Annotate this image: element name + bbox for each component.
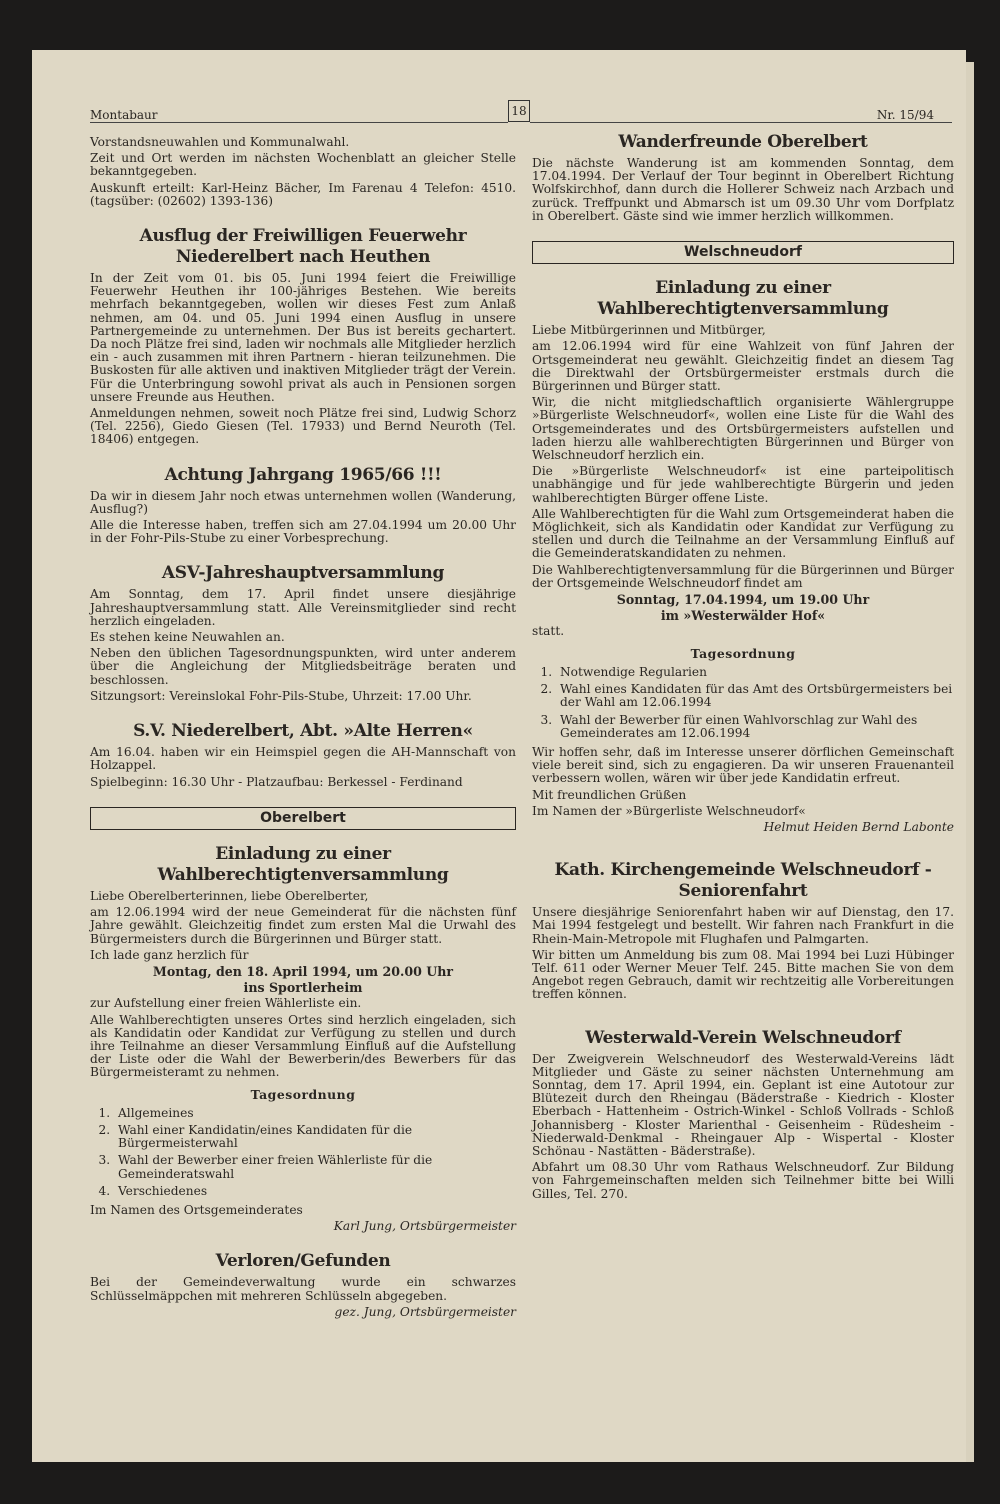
kath-text-1: Unsere diesjährige Seniorenfahrt haben wir auf Dienstag, den 17. Mai 1994 festgelegt und bestellt. Wir fahren nach Frankfurt in die Rhein-Main-Metropole mit Flughafen und Palmgarten.: [532, 905, 954, 946]
section-box-oberelbert: Oberelbert: [90, 807, 516, 830]
oberelbert-agenda: [90, 1107, 516, 1198]
welsch-agenda-title: Tagesordnung: [690, 645, 796, 661]
welsch-text-9: Im Namen der »Bürgerliste Welschneudorf«: [532, 803, 806, 818]
right-column: [532, 128, 954, 1204]
asv-text-4: Sitzungsort: Vereinslokal Fohr-Pils-Stube, Uhrzeit: 17.00 Uhr.: [90, 688, 472, 703]
oberelbert-agenda-title: Tagesordnung: [250, 1086, 356, 1102]
agenda-item: 1. Allgemeines: [114, 1107, 516, 1120]
feuerwehr-text-1: In der Zeit vom 01. bis 05. Juni 1994 feiert die Freiwillige Feuerwehr Heuthen ihr 100-jähriges Bestehen. Wie bereits mehrfach bekanntgegeben, wollen wir dieses Fest zum Anlaß nehmen, am 04. und 05. Juni 1994 einen Ausflug in unsere Partnergemeinde zu unternehmen. Der Bus ist bereits gechartert. Da noch Plätze frei sind, laden wir nochmals alle Mitglieder herzlich ein - auch zusammen mit ihren Partnern - hieran teilzunehmen. Die Buskosten für alle aktiven und inaktiven Mitglieder trägt der Verein. Für die Unterbringung sowohl privat als auch in Pensionen sorgen unsere Freunde aus Heuthen.: [90, 271, 516, 404]
oberelbert-date: Montag, den 18. April 1994, um 20.00 Uhr: [152, 963, 454, 979]
welsch-text-3: Wir, die nicht mitgliedschaftlich organisierte Wählergruppe »Bürgerliste Welschneudorf«, wollen eine Liste für die Wahl des Ortsgemeinderates und des Ortsbürgermeisters aufstellen und laden hierzu alle wahlberechtigten Bürgerinnen und Bürger von Welschneudorf herzlich ein.: [532, 395, 954, 463]
welsch-text-1: Liebe Mitbürgerinnen und Mitbürger,: [532, 323, 766, 338]
welsch-text-5: Alle Wahlberechtigten für die Wahl zum Ortsgemeinderat haben die Möglichkeit, sich als Kandidatin oder Kandidat zur Verfügung zu stellen und durch die Teilnahme an der Versammlung Einfluß auf die Gemeinderatskandidaten zu nehmen.: [532, 506, 954, 561]
welsch-text-8: Mit freundlichen Grüßen: [532, 787, 687, 802]
oberelbert-text-5: Alle Wahlberechtigten unseres Ortes sind herzlich eingeladen, sich als Kandidatin oder Kandidat zur Verfügung zu stellen und durch ihre Teilnahme an dieser Versammlung Einfluß auf die Aufstellung der Liste oder die Wahl der Bewerberin/des Bewerbers für das Bürgermeisteramt zu nehmen.: [90, 1012, 516, 1080]
sv-title: S.V. Niederelbert, Abt. »Alte Herren«: [133, 721, 473, 742]
welsch-agenda: [532, 666, 954, 740]
westerwald-title: Westerwald-Verein Welschneudorf: [585, 1027, 901, 1048]
welsch-text-4: Die »Bürgerliste Welschneudorf« ist eine parteipolitisch unabhängige und für jede wahlberechtigte Bürgerin und jeden wahlberechtigten Bürger offene Liste.: [532, 464, 954, 505]
welsch-text-6: Die Wahlberechtigtenversammlung für die Bürgerinnen und Bürger der Ortsgemeinde Welschneudorf findet am: [532, 562, 954, 590]
verloren-title: Verloren/Gefunden: [215, 1251, 391, 1272]
sv-text-2: Spielbeginn: 16.30 Uhr - Platzaufbau: Berkessel - Ferdinand: [90, 774, 463, 789]
welsch-title: Einladung zu einer Wahlberechtigtenversammlung: [597, 278, 889, 320]
sv-text-1: Am 16.04. haben wir ein Heimspiel gegen die AH-Mannschaft von Holzappel.: [90, 745, 516, 773]
welsch-text-2: am 12.06.1994 wird für eine Wahlzeit von fünf Jahren der Ortsgemeinderat neu gewählt. Gleichzeitig findet an diesem Tag die Direktwahl der Ortsbürgermeister erstmals durch die Bürgerinnen und Bürger statt.: [532, 339, 954, 394]
jahrgang-text-2: Alle die Interesse haben, treffen sich am 27.04.1994 um 20.00 Uhr in der Fohr-Pils-Stube zu einer Vorbesprechung.: [90, 518, 516, 546]
welsch-signature: Helmut Heiden Bernd Labonte: [763, 819, 954, 834]
header-rule-left: [90, 122, 508, 123]
agenda-item: 1. Notwendige Regularien: [556, 666, 954, 679]
asv-text-3: Neben den üblichen Tagesordnungspunkten, wird unter anderem über die Angleichung der Mitgliedsbeiträge beraten und beschlossen.: [90, 646, 516, 687]
feuerwehr-text-2: Anmeldungen nehmen, soweit noch Plätze frei sind, Ludwig Schorz (Tel. 2256), Giedo Giesen (Tel. 17933) und Bernd Neuroth (Tel. 18406) entgegen.: [90, 406, 516, 447]
kath-text-2: Wir bitten um Anmeldung bis zum 08. Mai 1994 bei Luzi Hübinger Telf. 611 oder Werner Meuer Telf. 245. Bitte machen Sie von dem Angebot regen Gebrauch, damit wir rechtzeitig alle Vorbereitungen treffen können.: [532, 947, 954, 1002]
section-box-welschneudorf: Welschneudorf: [532, 241, 954, 264]
asv-text-2: Es stehen keine Neuwahlen an.: [90, 630, 285, 645]
agenda-item: 2. Wahl einer Kandidatin/eines Kandidaten für die Bürgermeisterwahl: [114, 1124, 516, 1150]
issue-number: Nr. 15/94: [876, 108, 934, 122]
header-rule-right: [530, 122, 952, 123]
oberelbert-signature: Karl Jung, Ortsbürgermeister: [333, 1219, 516, 1234]
westerwald-text-1: Der Zweigverein Welschneudorf des Westerwald-Vereins lädt Mitglieder und Gäste zu seiner nächsten Unternehmung am Sonntag, dem 17. April 1994, ein. Geplant ist eine Autotour zur Blütezeit durch den Rheingau (Bäderstraße - Kiedrich - Kloster Eberbach - Hattenheim - Ostrich-Winkel - Schloß Vollrads - Schloß Johannisberg - Kloster Marienthal - Geisenheim - Rüdesheim - Niederwald-Denkmal - Rheingauer Alp - Wispertal - Kloster Schönau - Nastätten - Bäderstraße).: [532, 1051, 954, 1158]
agenda-item: 3. Wahl der Bewerber einer freien Wählerliste für die Gemeinderatswahl: [114, 1154, 516, 1180]
oberelbert-text-1: Liebe Oberelberterinnen, liebe Oberelberter,: [90, 888, 369, 903]
welsch-text-7: Wir hoffen sehr, daß im Interesse unserer dörflichen Gemeinschaft viele bereit sind, sich zu engagieren. Da wir unseren Frauenanteil verbessern wollen, wären wir über jede Kandidatin erfreut.: [532, 744, 954, 786]
jahrgang-title: Achtung Jahrgang 1965/66 !!!: [164, 464, 442, 485]
agenda-item: 3. Wahl der Bewerber für einen Wahlvorschlag zur Wahl des Gemeinderates am 12.06.1994: [556, 714, 954, 740]
welsch-venue: im »Westerwälder Hof«: [660, 608, 826, 624]
oberelbert-text-4: zur Aufstellung einer freien Wählerliste ein.: [90, 996, 362, 1011]
verloren-signature: gez. Jung, Ortsbürgermeister: [334, 1304, 516, 1319]
header-location: Montabaur: [90, 108, 158, 122]
intro-line-3: Auskunft erteilt: Karl-Heinz Bächer, Im Farenau 4 Telefon: 4510. (tagsüber: (02602) 1393-136): [90, 180, 516, 208]
welsch-statt: statt.: [532, 624, 565, 639]
left-column: [90, 136, 516, 1322]
kath-title: Kath. Kirchengemeinde Welschneudorf - Seniorenfahrt: [554, 860, 932, 902]
agenda-item: 2. Wahl eines Kandidaten für das Amt des Ortsbürgermeisters bei der Wahl am 12.06.1994: [556, 683, 954, 709]
wander-title: Wanderfreunde Oberelbert: [618, 132, 868, 152]
oberelbert-text-3: Ich lade ganz herzlich für: [90, 947, 249, 962]
oberelbert-title: Einladung zu einer Wahlberechtigtenversammlung: [157, 843, 449, 885]
asv-title: ASV-Jahreshauptversammlung: [161, 563, 445, 584]
oberelbert-text-6: Im Namen des Ortsgemeinderates: [90, 1202, 303, 1217]
asv-text-1: Am Sonntag, dem 17. April findet unsere diesjährige Jahreshauptversammlung statt. Alle Vereinsmitglieder sind recht herzlich eingeladen.: [90, 587, 516, 628]
jahrgang-text-1: Da wir in diesem Jahr noch etwas unternehmen wollen (Wanderung, Ausflug?): [90, 488, 516, 516]
verloren-text-1: Bei der Gemeindeverwaltung wurde ein schwarzes Schlüsselmäppchen mit mehreren Schlüsseln abgegeben.: [90, 1275, 516, 1303]
intro-line-2: Zeit und Ort werden im nächsten Wochenblatt an gleicher Stelle bekanntgegeben.: [90, 151, 516, 179]
intro-line-1: Vorstandsneuwahlen und Kommunalwahl.: [90, 135, 350, 149]
westerwald-text-2: Abfahrt um 08.30 Uhr vom Rathaus Welschneudorf. Zur Bildung von Fahrgemeinschaften melden sich Teilnehmer bitte bei Willi Gilles, Tel. 270.: [532, 1160, 954, 1201]
feuerwehr-title: Ausflug der Freiwilligen Feuerwehr Niederelbert nach Heuthen: [139, 226, 467, 268]
agenda-item: 4. Verschiedenes: [114, 1185, 516, 1198]
oberelbert-text-2: am 12.06.1994 wird der neue Gemeinderat für die nächsten fünf Jahre gewählt. Gleichzeitig findet zum ersten Mal die Urwahl des Bürgermeisters durch die Bürgerinnen und Bürger statt.: [90, 905, 516, 946]
welsch-date: Sonntag, 17.04.1994, um 19.00 Uhr: [616, 592, 870, 608]
newspaper-page: [32, 50, 966, 1462]
page-number: 18: [508, 100, 530, 122]
oberelbert-venue: ins Sportlerheim: [243, 980, 363, 996]
wander-text-1: Die nächste Wanderung ist am kommenden Sonntag, dem 17.04.1994. Der Verlauf der Tour beginnt in Oberelbert Richtung Wolfskirchhof, dann durch die Hollerer Schweiz nach Arzbach und zurück. Treffpunkt und Abmarsch ist um 09.30 Uhr vom Dorfplatz in Oberelbert. Gäste sind wie immer herzlich willkommen.: [532, 156, 954, 223]
